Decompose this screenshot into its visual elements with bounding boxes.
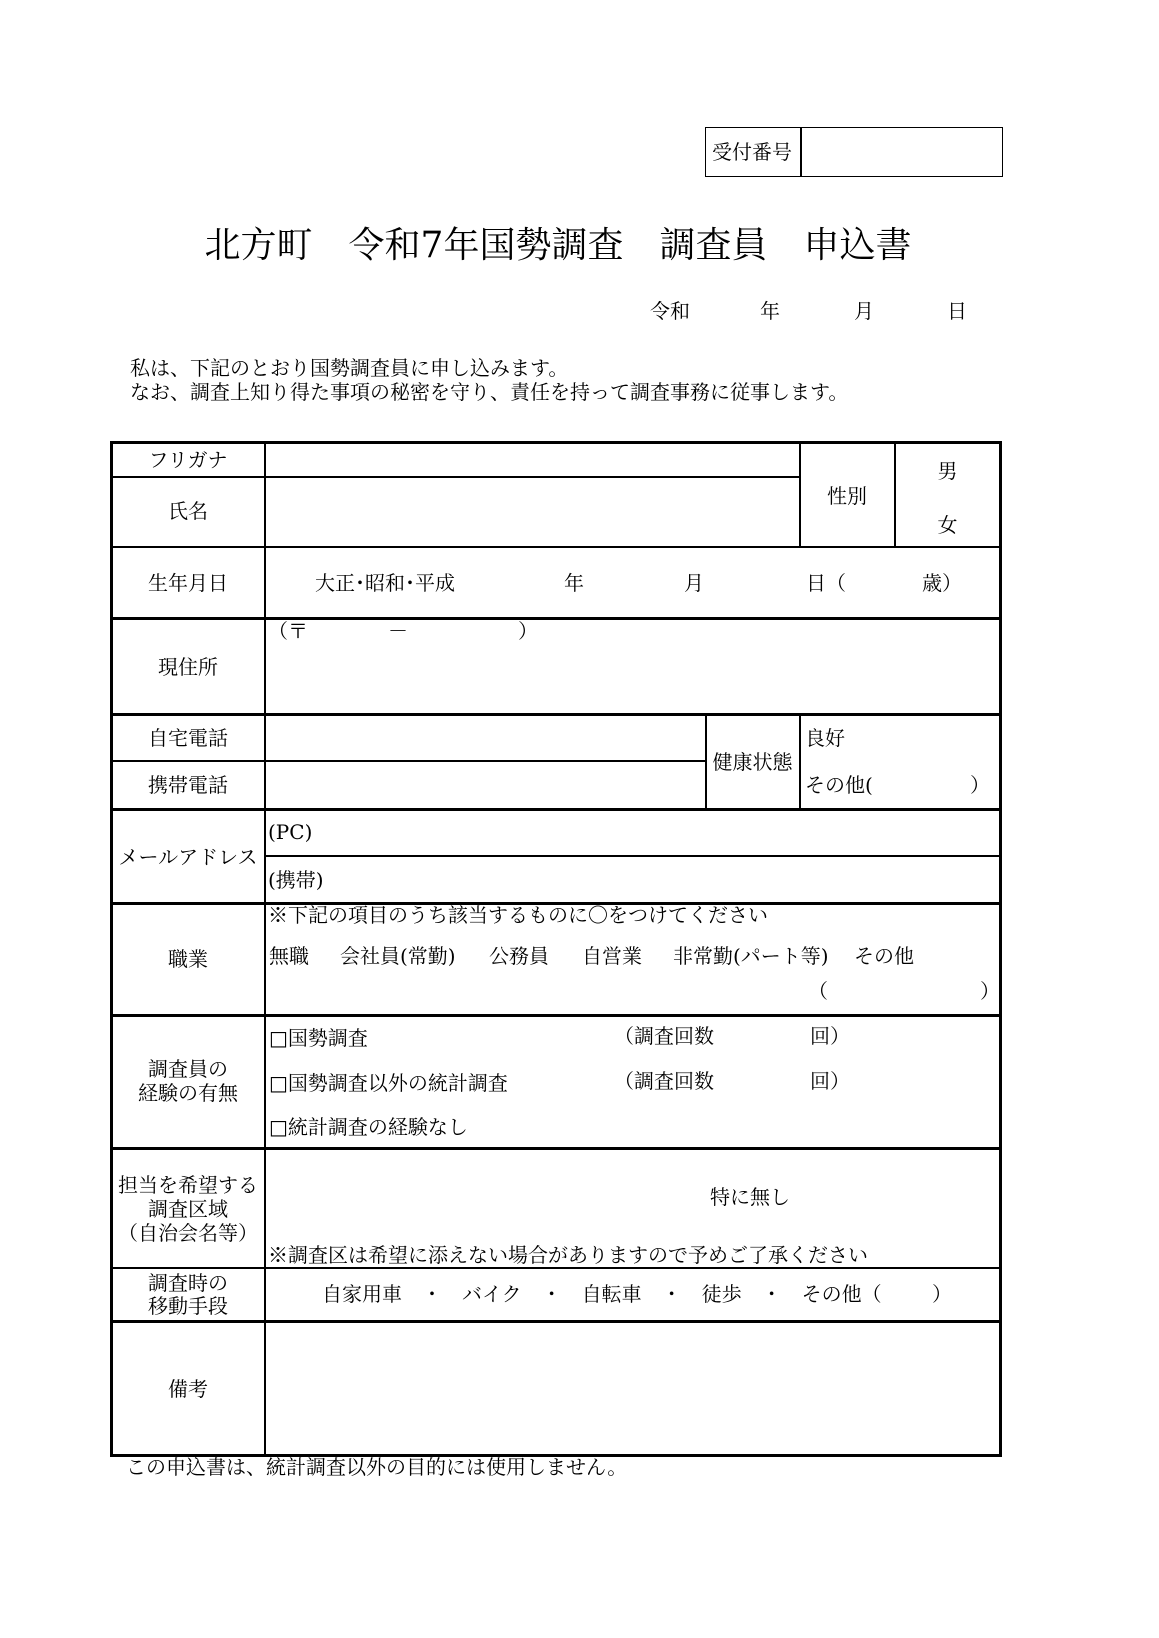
home-phone-label: 自宅電話 — [148, 726, 228, 750]
birthdate-eras[interactable]: 大正･昭和･平成 — [315, 571, 455, 595]
experience-other-count-unit: 回） — [810, 1069, 850, 1093]
occupation-option-part-time[interactable]: 非常勤(パート等) — [673, 944, 829, 968]
occupation-option-unemployed[interactable]: 無職 — [269, 944, 309, 968]
experience-census-count-unit: 回） — [810, 1024, 850, 1048]
intro-line-1: 私は、下記のとおり国勢調査員に申し込みます。 — [130, 356, 569, 380]
birthdate-age: 歳） — [922, 571, 962, 595]
name-label: 氏名 — [168, 499, 208, 523]
occupation-option-other[interactable]: その他 — [854, 944, 914, 968]
health-other-option[interactable]: その他( — [805, 773, 873, 797]
email-pc-input[interactable]: (PC) — [268, 820, 313, 844]
experience-label-line-1: 調査員の — [148, 1057, 228, 1081]
health-good-option[interactable]: 良好 — [805, 726, 845, 750]
transport-label-line-1: 調査時の — [148, 1271, 228, 1295]
experience-census-checkbox[interactable]: □国勢調査 — [269, 1026, 368, 1050]
postal-close: ） — [518, 619, 538, 643]
date-month: 月 — [854, 299, 874, 323]
postal-open: （〒 — [268, 619, 308, 643]
occupation-other-close: ） — [980, 979, 1000, 1003]
email-mobile-input[interactable]: (携帯) — [268, 868, 324, 892]
gender-label: 性別 — [827, 484, 867, 508]
mobile-phone-input[interactable] — [270, 766, 700, 804]
health-label: 健康状態 — [712, 750, 793, 774]
area-note: ※調査区は希望に添えない場合がありますので予めご了承ください — [268, 1243, 868, 1267]
health-other-close: ） — [970, 773, 990, 797]
furigana-label: フリガナ — [148, 448, 228, 472]
experience-census-count-label: （調査回数 — [614, 1024, 714, 1048]
area-label-line-1: 担当を希望する — [118, 1173, 258, 1197]
transport-options[interactable]: 自家用車 ・ バイク ・ 自転車 ・ 徒歩 ・ その他（ — [322, 1282, 882, 1306]
intro-line-2: なお、調査上知り得た事項の秘密を守り、責任を持って調査事務に従事します。 — [130, 380, 849, 404]
birthdate-day: 日（ — [806, 571, 846, 595]
gender-male-option[interactable]: 男 — [937, 459, 958, 483]
experience-other-checkbox[interactable]: □国勢調査以外の統計調査 — [269, 1071, 508, 1095]
experience-label-line-2: 経験の有無 — [138, 1081, 238, 1105]
remarks-input[interactable] — [270, 1328, 992, 1450]
receipt-number-label: 受付番号 — [712, 140, 792, 164]
occupation-label: 職業 — [168, 947, 208, 971]
postal-dash: － — [388, 619, 408, 643]
address-label: 現住所 — [158, 655, 218, 679]
experience-other-count-label: （調査回数 — [614, 1069, 714, 1093]
furigana-input[interactable] — [270, 448, 794, 474]
address-input[interactable] — [270, 645, 990, 709]
gender-female-option[interactable]: 女 — [937, 513, 958, 537]
area-input[interactable]: 特に無し — [710, 1185, 790, 1209]
receipt-number-field[interactable] — [805, 132, 997, 172]
mobile-phone-label: 携帯電話 — [148, 773, 228, 797]
occupation-option-civil-servant[interactable]: 公務員 — [489, 944, 549, 968]
experience-none-checkbox[interactable]: □統計調査の経験なし — [269, 1115, 468, 1139]
occupation-note: ※下記の項目のうち該当するものに〇をつけてください — [268, 903, 768, 927]
transport-other-close: ） — [932, 1282, 952, 1306]
remarks-label: 備考 — [168, 1377, 208, 1401]
name-input[interactable] — [270, 482, 794, 542]
birthdate-label: 生年月日 — [148, 571, 228, 595]
footer-note: この申込書は、統計調査以外の目的には使用しません。 — [126, 1455, 628, 1479]
area-label-line-3: （自治会名等） — [118, 1221, 258, 1245]
occupation-other-open: （ — [808, 979, 828, 1003]
occupation-option-employee[interactable]: 会社員(常勤) — [340, 944, 456, 968]
date-day: 日 — [947, 299, 967, 323]
home-phone-input[interactable] — [270, 720, 700, 756]
page-title: 北方町 令和7年国勢調査 調査員 申込書 — [204, 225, 912, 266]
occupation-option-self-employed[interactable]: 自営業 — [582, 944, 642, 968]
birthdate-month: 月 — [684, 571, 704, 595]
email-label: メールアドレス — [118, 845, 258, 869]
date-era: 令和 — [650, 299, 690, 323]
transport-label-line-2: 移動手段 — [148, 1294, 228, 1318]
area-label-line-2: 調査区域 — [148, 1197, 228, 1221]
date-year: 年 — [760, 299, 780, 323]
birthdate-year: 年 — [564, 571, 584, 595]
